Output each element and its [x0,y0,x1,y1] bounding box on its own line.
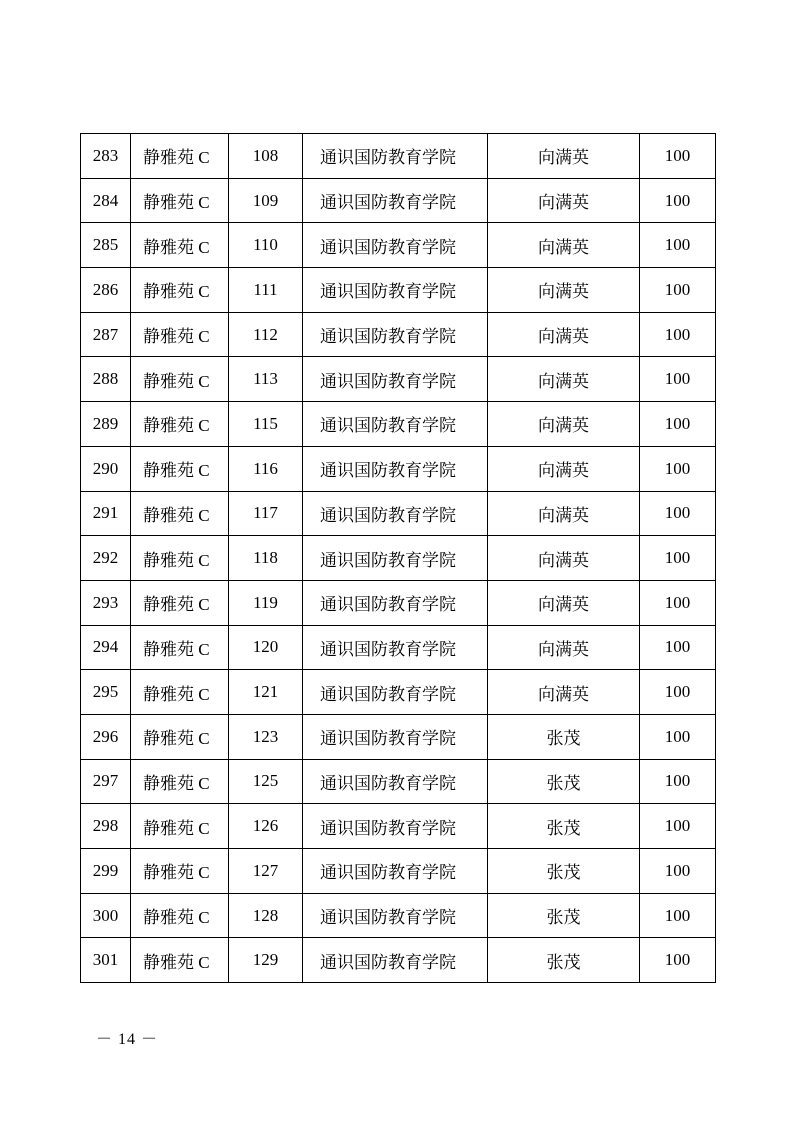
cell-room: 123 [229,714,303,759]
dormitory-score-table [80,133,716,983]
cell-college: 通识国防教育学院 [303,178,488,223]
cell-room: 126 [229,804,303,849]
cell-name: 张茂 [488,804,640,849]
cell-score: 100 [640,714,716,759]
cell-building: 静雅苑 C [131,580,229,625]
cell-room: 118 [229,536,303,581]
table-row [81,357,716,402]
table-row [81,491,716,536]
cell-number: 284 [81,178,131,223]
table-row [81,134,716,179]
table-row [81,938,716,983]
cell-building: 静雅苑 C [131,625,229,670]
cell-building: 静雅苑 C [131,849,229,894]
cell-room: 116 [229,446,303,491]
cell-room: 117 [229,491,303,536]
cell-score: 100 [640,625,716,670]
cell-building: 静雅苑 C [131,759,229,804]
cell-room: 108 [229,134,303,179]
cell-room: 120 [229,625,303,670]
cell-room: 129 [229,938,303,983]
cell-room: 110 [229,223,303,268]
cell-room: 119 [229,580,303,625]
cell-building: 静雅苑 C [131,402,229,447]
cell-number: 294 [81,625,131,670]
cell-number: 287 [81,312,131,357]
cell-score: 100 [640,134,716,179]
cell-score: 100 [640,178,716,223]
cell-score: 100 [640,536,716,581]
cell-college: 通识国防教育学院 [303,357,488,402]
cell-number: 283 [81,134,131,179]
table-row [81,580,716,625]
cell-name: 张茂 [488,893,640,938]
cell-building: 静雅苑 C [131,223,229,268]
table-row [81,312,716,357]
cell-building: 静雅苑 C [131,714,229,759]
cell-building: 静雅苑 C [131,804,229,849]
cell-building: 静雅苑 C [131,268,229,313]
cell-college: 通识国防教育学院 [303,893,488,938]
cell-name: 向满英 [488,178,640,223]
cell-score: 100 [640,580,716,625]
cell-building: 静雅苑 C [131,536,229,581]
table-row [81,402,716,447]
cell-number: 290 [81,446,131,491]
cell-building: 静雅苑 C [131,178,229,223]
cell-name: 向满英 [488,268,640,313]
cell-score: 100 [640,357,716,402]
cell-college: 通识国防教育学院 [303,446,488,491]
cell-name: 向满英 [488,402,640,447]
cell-score: 100 [640,938,716,983]
cell-name: 向满英 [488,491,640,536]
cell-college: 通识国防教育学院 [303,223,488,268]
table-row [81,714,716,759]
cell-building: 静雅苑 C [131,134,229,179]
cell-name: 向满英 [488,223,640,268]
table-row [81,536,716,581]
cell-number: 298 [81,804,131,849]
cell-number: 295 [81,670,131,715]
cell-name: 向满英 [488,312,640,357]
table-body [81,134,716,983]
cell-name: 张茂 [488,714,640,759]
cell-college: 通识国防教育学院 [303,491,488,536]
cell-name: 张茂 [488,759,640,804]
cell-college: 通识国防教育学院 [303,938,488,983]
cell-number: 285 [81,223,131,268]
cell-score: 100 [640,491,716,536]
table-row [81,446,716,491]
table-row [81,625,716,670]
table-row [81,849,716,894]
cell-room: 109 [229,178,303,223]
cell-score: 100 [640,223,716,268]
cell-number: 297 [81,759,131,804]
cell-number: 301 [81,938,131,983]
cell-room: 113 [229,357,303,402]
cell-room: 125 [229,759,303,804]
cell-name: 向满英 [488,580,640,625]
cell-name: 张茂 [488,849,640,894]
cell-name: 向满英 [488,446,640,491]
cell-score: 100 [640,759,716,804]
cell-college: 通识国防教育学院 [303,536,488,581]
cell-college: 通识国防教育学院 [303,625,488,670]
cell-number: 296 [81,714,131,759]
cell-building: 静雅苑 C [131,446,229,491]
cell-building: 静雅苑 C [131,357,229,402]
cell-name: 张茂 [488,938,640,983]
cell-score: 100 [640,268,716,313]
cell-name: 向满英 [488,670,640,715]
cell-college: 通识国防教育学院 [303,312,488,357]
cell-name: 向满英 [488,536,640,581]
cell-college: 通识国防教育学院 [303,134,488,179]
cell-building: 静雅苑 C [131,938,229,983]
cell-college: 通识国防教育学院 [303,580,488,625]
cell-college: 通识国防教育学院 [303,804,488,849]
cell-number: 293 [81,580,131,625]
cell-name: 向满英 [488,134,640,179]
cell-number: 292 [81,536,131,581]
cell-score: 100 [640,804,716,849]
table-row [81,759,716,804]
cell-room: 127 [229,849,303,894]
table-row [81,804,716,849]
cell-name: 向满英 [488,625,640,670]
cell-college: 通识国防教育学院 [303,268,488,313]
table-row [81,178,716,223]
table-row [81,670,716,715]
cell-college: 通识国防教育学院 [303,402,488,447]
cell-score: 100 [640,402,716,447]
cell-room: 128 [229,893,303,938]
cell-score: 100 [640,446,716,491]
cell-score: 100 [640,893,716,938]
cell-name: 向满英 [488,357,640,402]
cell-college: 通识国防教育学院 [303,849,488,894]
page-number: － 14 － [96,1031,159,1048]
cell-number: 288 [81,357,131,402]
cell-number: 300 [81,893,131,938]
cell-room: 111 [229,268,303,313]
cell-room: 121 [229,670,303,715]
cell-building: 静雅苑 C [131,312,229,357]
cell-number: 291 [81,491,131,536]
cell-number: 289 [81,402,131,447]
table-row [81,223,716,268]
cell-score: 100 [640,670,716,715]
cell-building: 静雅苑 C [131,491,229,536]
cell-college: 通识国防教育学院 [303,759,488,804]
cell-room: 112 [229,312,303,357]
cell-score: 100 [640,312,716,357]
cell-building: 静雅苑 C [131,893,229,938]
table-row [81,893,716,938]
table-row [81,268,716,313]
cell-number: 286 [81,268,131,313]
cell-room: 115 [229,402,303,447]
cell-score: 100 [640,849,716,894]
cell-college: 通识国防教育学院 [303,670,488,715]
cell-number: 299 [81,849,131,894]
cell-building: 静雅苑 C [131,670,229,715]
cell-college: 通识国防教育学院 [303,714,488,759]
